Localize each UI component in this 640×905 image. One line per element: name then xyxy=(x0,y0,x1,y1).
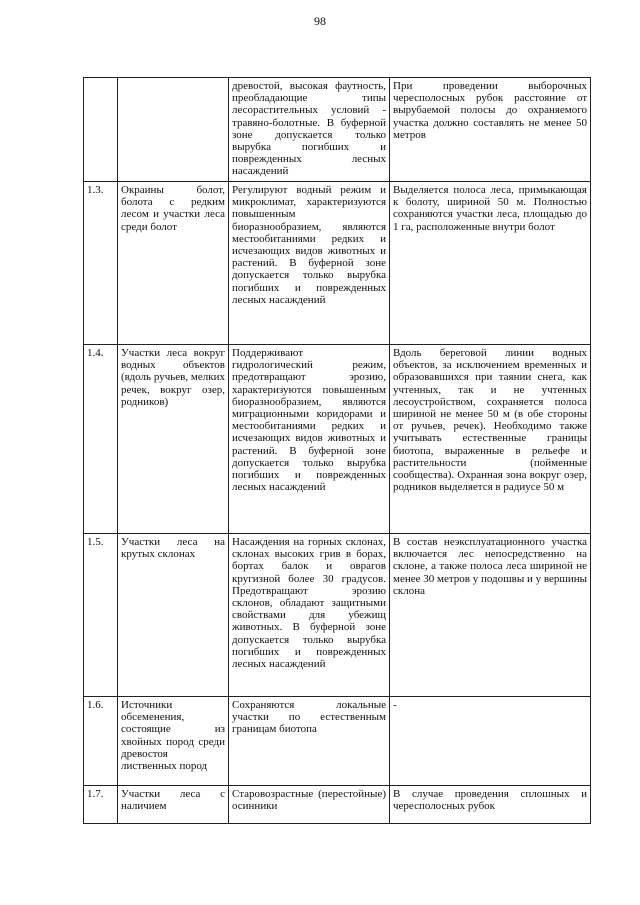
row-number: 1.6. xyxy=(84,697,118,786)
measures-cell: При проведении выборочных чересполосных рубок расстояние от вырубаемой полосы до охраняемого участка должно составлять не менее 50 метров xyxy=(390,78,591,182)
measures-cell: - xyxy=(390,697,591,786)
biotope-table xyxy=(83,77,591,824)
table-row xyxy=(84,345,591,534)
row-number: 1.4. xyxy=(84,345,118,534)
object-cell: Участки леса вокруг водных объектов (вдоль ручьев, мелких речек, вокруг озер, родников) xyxy=(118,345,229,534)
table-row xyxy=(84,697,591,786)
value-cell: Сохраняются локальные участки по естественным границам биотопа xyxy=(229,697,390,786)
object-cell: Источники обсеменения, состоящие из хвойных пород среди древостоя лиственных пород xyxy=(118,697,229,786)
page-number: 98 xyxy=(314,14,326,28)
measures-cell: В случае проведения сплошных и чересполосных рубок xyxy=(390,786,591,824)
value-cell: Насаждения на горных склонах, склонах высоких грив в борах, бортах балок и оврагов кругизной более 30 градусов. Предотвращают эрозию склонов, обладают защитными свойствами для убежищ животных. В буферной зоне допускается только вырубка погибших и поврежденных лесных насаждений xyxy=(229,534,390,697)
row-number: 1.7. xyxy=(84,786,118,824)
row-number xyxy=(84,78,118,182)
table-row xyxy=(84,786,591,824)
object-cell: Окраины болот, болота с редким лесом и участки леса среди болот xyxy=(118,182,229,345)
value-cell: Старовозрастные (перестойные) осинники xyxy=(229,786,390,824)
table-row xyxy=(84,78,591,182)
object-cell: Участки леса с наличием xyxy=(118,786,229,824)
table-row xyxy=(84,534,591,697)
value-cell: Поддерживают гидрологический режим, предотвращают эрозию, характеризуются повышенным биоразнообразием, являются миграционными коридорами и местообитаниями редких и исчезающих видов животных и растений. В буферной зоне допускается только вырубка погибших и поврежденных лесных насаждений xyxy=(229,345,390,534)
table-row xyxy=(84,182,591,345)
row-number: 1.5. xyxy=(84,534,118,697)
value-cell: Регулируют водный режим и микроклимат, характеризуются повышенным биоразнообразием, являются местообитаниями редких и исчезающих видов животных и растений. В буферной зоне допускается только вырубка погибших и поврежденных лесных насаждений xyxy=(229,182,390,345)
measures-cell: Вдоль береговой линии водных объектов, за исключением временных и образовавшихся при таянии снега, как учтенных, так и не учтенных лесоустройством, сохраняется полоса шириной не менее 50 м (в обе стороны от ручьев, речек). Необходимо также учитывать естественные границы биотопа, выраженные в рельефе и растительности (пойменные сообщества). Охранная зона вокруг озер, родников выделяется в радиусе 50 м xyxy=(390,345,591,534)
object-cell xyxy=(118,78,229,182)
measures-cell: Выделяется полоса леса, примыкающая к болоту, шириной 50 м. Полностью сохраняются участки леса, площадью до 1 га, расположенные внутри болот xyxy=(390,182,591,345)
measures-cell: В состав неэксплуатационного участка включается лес непосредственно на склоне, а также полоса леса шириной не менее 30 метров у подошвы и у вершины склона xyxy=(390,534,591,697)
row-number: 1.3. xyxy=(84,182,118,345)
value-cell: древостой, высокая фаутность, преобладающие типы лесорастительных условий - травяно-болотные. В буферной зоне допускается только вырубка погибших и поврежденных лесных насаждений xyxy=(229,78,390,182)
object-cell: Участки леса на крутых склонах xyxy=(118,534,229,697)
